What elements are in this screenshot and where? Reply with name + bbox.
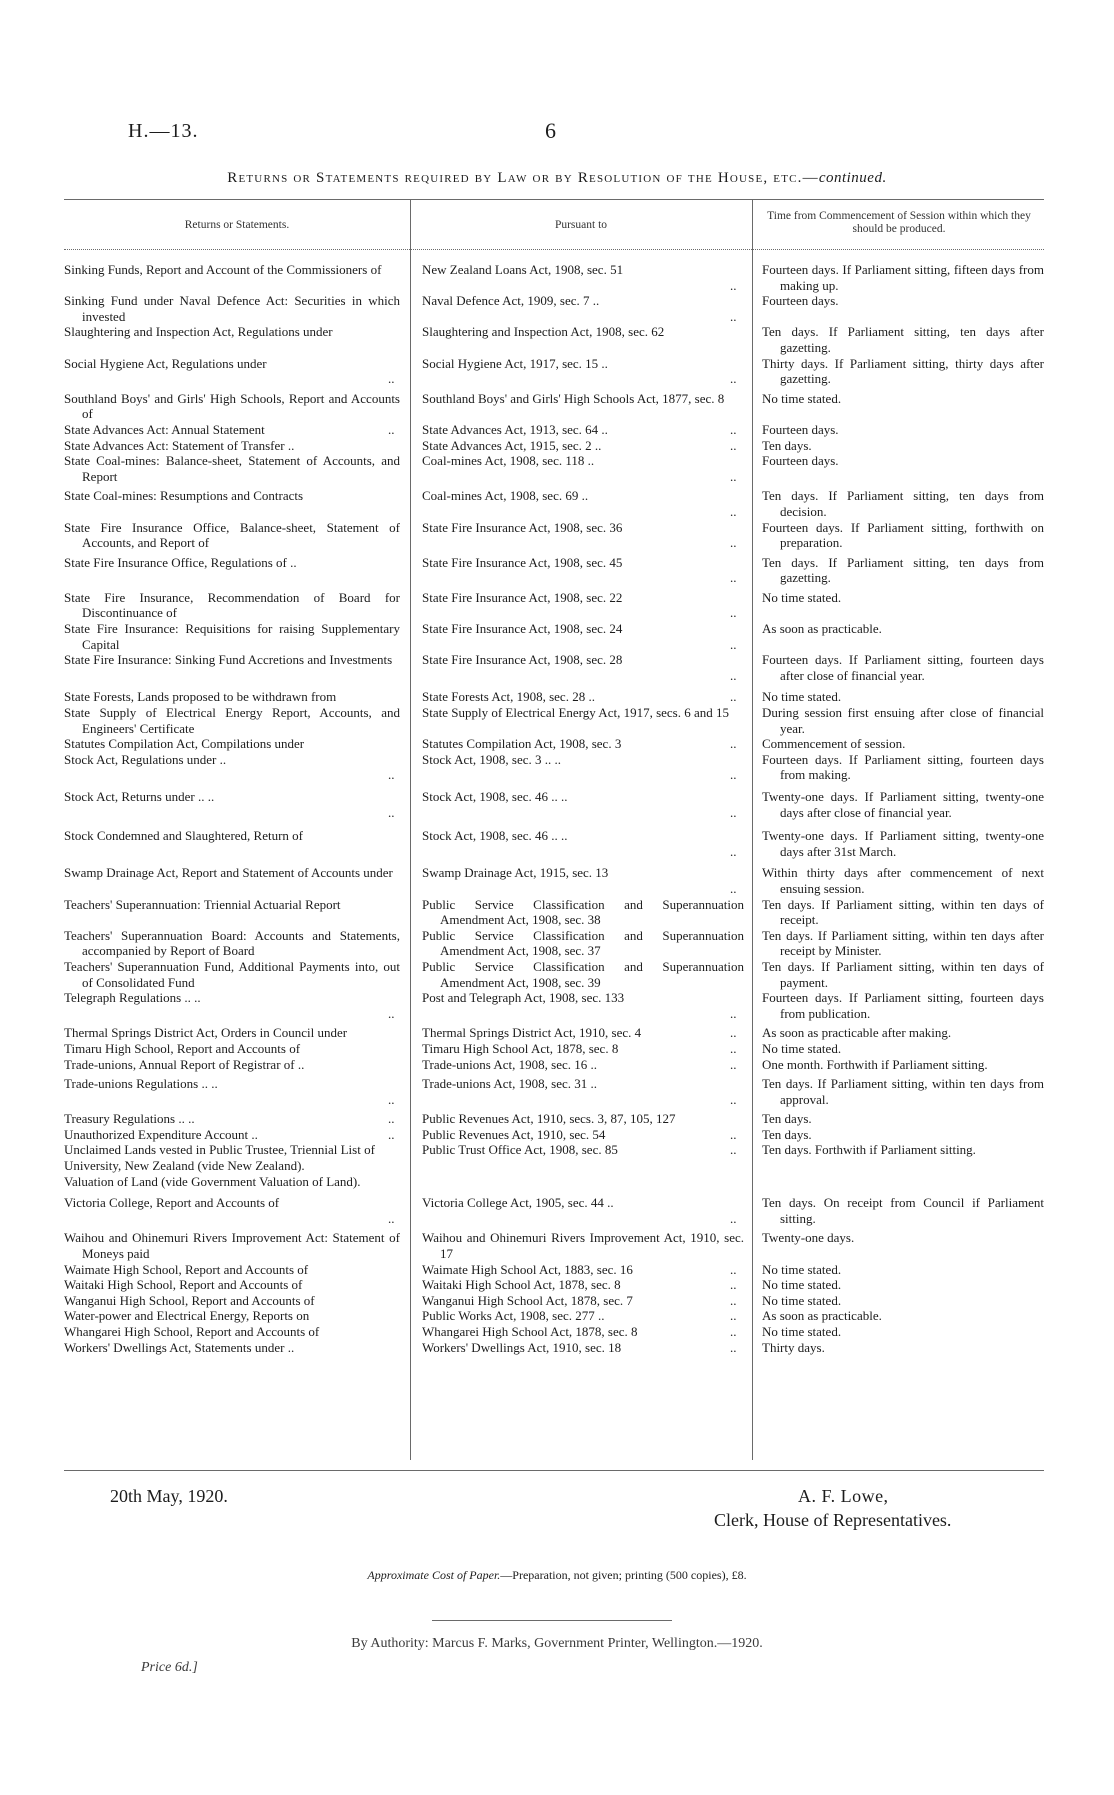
page-title-text: Returns or Statements required by Law or by Resolution of the House, etc.— bbox=[227, 170, 819, 186]
pursuant-to-cell: Slaughtering and Inspection Act, 1908, sec. 62 bbox=[422, 324, 665, 340]
return-name-cell: State Fire Insurance, Recommendation of Board for Discontinuance of bbox=[64, 589, 400, 621]
return-name-cell: Valuation of Land (vide Government Valuation of Land). bbox=[64, 1173, 361, 1189]
table-top-rule bbox=[64, 199, 1044, 200]
return-name-cell: Trade-unions Regulations .. .. .. bbox=[64, 1076, 395, 1107]
column-header-returns: Returns or Statements. bbox=[184, 219, 290, 231]
pursuant-to-cell: Swamp Drainage Act, 1915, sec. 13 .. bbox=[422, 865, 737, 896]
pursuant-to-cell: Workers' Dwellings Act, 1910, sec. 18 .. bbox=[422, 1339, 737, 1355]
table-row bbox=[64, 1041, 1044, 1057]
pursuant-to-cell: Thermal Springs District Act, 1910, sec. 4 .. bbox=[422, 1025, 737, 1041]
return-name-cell: Sinking Funds, Report and Account of the Commissioners of bbox=[64, 262, 382, 277]
page-title-continued: continued. bbox=[818, 170, 887, 186]
table-row bbox=[64, 959, 1044, 990]
table-row bbox=[64, 324, 1044, 355]
table-row bbox=[64, 828, 1044, 859]
pursuant-to-cell: State Fire Insurance Act, 1908, sec. 22 .. bbox=[422, 589, 737, 621]
return-name-cell: State Fire Insurance Office, Regulations of .. bbox=[64, 554, 297, 570]
time-cell: As soon as practicable after making. bbox=[762, 1025, 952, 1041]
return-name-cell: Southland Boys' and Girls' High Schools, Report and Accounts of bbox=[64, 390, 400, 422]
return-name-cell: Water-power and Electrical Energy, Reports on bbox=[64, 1308, 310, 1324]
return-name-cell: Workers' Dwellings Act, Statements under .. bbox=[64, 1339, 295, 1355]
table-row bbox=[64, 1277, 1044, 1293]
table-row bbox=[64, 1195, 1044, 1226]
pursuant-to-cell: State Fire Insurance Act, 1908, sec. 24 .. bbox=[422, 621, 737, 652]
pursuant-to-cell: Waitaki High School Act, 1878, sec. 8 .. bbox=[422, 1277, 737, 1293]
cost-note bbox=[0, 1568, 1114, 1583]
return-name-cell: Social Hygiene Act, Regulations under .. bbox=[64, 355, 395, 387]
time-cell: Commencement of session. bbox=[762, 736, 906, 752]
time-cell bbox=[752, 1174, 1044, 1190]
return-name-cell: State Coal-mines: Resumptions and Contracts bbox=[64, 488, 304, 504]
pursuant-to-cell: Public Service Classification and Superannuation Amendment Act, 1908, sec. 38 bbox=[422, 896, 744, 928]
pursuant-to-cell: State Fire Insurance Act, 1908, sec. 45 .. bbox=[422, 554, 737, 586]
time-cell: No time stated. bbox=[762, 1292, 842, 1308]
time-cell: No time stated. bbox=[762, 1277, 842, 1293]
table-row bbox=[64, 1262, 1044, 1278]
table-row bbox=[64, 1293, 1044, 1309]
time-cell: Ten days. If Parliament sitting, ten days from decision. bbox=[762, 488, 1044, 519]
table-row bbox=[64, 1230, 1044, 1261]
pursuant-to-cell: Public Works Act, 1908, sec. 277 .. .. bbox=[422, 1308, 737, 1324]
time-cell: One month. Forthwith if Parliament sitting. bbox=[762, 1056, 988, 1072]
return-name-cell: State Coal-mines: Balance-sheet, Statement of Accounts, and Report bbox=[64, 453, 400, 484]
time-cell: Twenty-one days. If Parliament sitting, twenty-one days after close of financial year. bbox=[762, 789, 1044, 820]
time-cell: No time stated. bbox=[762, 1261, 842, 1277]
table-row bbox=[64, 789, 1044, 820]
cost-text: —Preparation, not given; printing (500 copies), £8. bbox=[500, 1568, 747, 1582]
pursuant-to-cell: State Fire Insurance Act, 1908, sec. 36 .. bbox=[422, 519, 737, 551]
pursuant-to-cell: State Fire Insurance Act, 1908, sec. 28 .. bbox=[422, 652, 737, 683]
pursuant-to-cell: Stock Act, 1908, sec. 46 .. .. .. bbox=[422, 789, 737, 820]
table-row bbox=[64, 293, 1044, 324]
time-cell: Fourteen days. If Parliament sitting, fourteen days from making. bbox=[762, 751, 1044, 783]
table-row bbox=[64, 1340, 1044, 1356]
return-name-cell: Trade-unions, Annual Report of Registrar of .. bbox=[64, 1056, 305, 1072]
pursuant-to-cell: Coal-mines Act, 1908, sec. 118 .. .. bbox=[422, 453, 737, 484]
time-cell: Fourteen days. bbox=[762, 293, 839, 309]
pursuant-to-cell: Post and Telegraph Act, 1908, sec. 133 .. bbox=[422, 990, 737, 1021]
pursuant-to-cell: Public Revenues Act, 1910, secs. 3, 87, 105, 127 bbox=[422, 1111, 676, 1127]
table-row bbox=[64, 422, 1044, 438]
table-bottom-rule bbox=[64, 1470, 1044, 1471]
printer-imprint: By Authority: Marcus F. Marks, Government Printer, Wellington.—1920. bbox=[351, 1636, 763, 1651]
time-cell: Ten days. If Parliament sitting, within ten days of receipt. bbox=[762, 896, 1044, 928]
cost-label: Approximate Cost of Paper. bbox=[367, 1568, 501, 1582]
return-name-cell: Stock Act, Returns under .. .. .. bbox=[64, 789, 395, 820]
time-cell: Twenty-one days. If Parliament sitting, twenty-one days after 31st March. bbox=[762, 828, 1044, 859]
time-cell: Ten days. On receipt from Council if Parliament sitting. bbox=[762, 1195, 1044, 1226]
time-cell: Ten days. If Parliament sitting, ten days from gazetting. bbox=[762, 554, 1044, 586]
table-row bbox=[64, 262, 1044, 293]
time-cell: Ten days. Forthwith if Parliament sitting. bbox=[762, 1142, 976, 1158]
time-cell: During session first ensuing after close of financial year. bbox=[762, 705, 1044, 736]
table-row bbox=[64, 990, 1044, 1021]
pursuant-to-cell: Southland Boys' and Girls' High Schools Act, 1877, sec. 8 bbox=[422, 390, 725, 406]
pursuant-to-cell: Coal-mines Act, 1908, sec. 69 .. .. bbox=[422, 488, 737, 519]
return-name-cell: State Fire Insurance Office, Balance-sheet, Statement of Accounts, and Report of bbox=[64, 519, 400, 551]
table-row bbox=[64, 356, 1044, 387]
time-cell: Ten days. bbox=[762, 1111, 812, 1127]
table-row bbox=[64, 1308, 1044, 1324]
pursuant-to-cell: Wanganui High School Act, 1878, sec. 7 .. bbox=[422, 1292, 737, 1308]
table-row bbox=[64, 555, 1044, 586]
time-cell: Fourteen days. bbox=[762, 421, 839, 437]
table-row bbox=[64, 689, 1044, 705]
table-row bbox=[64, 736, 1044, 752]
time-cell bbox=[752, 1158, 1044, 1174]
pursuant-to-cell: Stock Act, 1908, sec. 3 .. .. .. bbox=[422, 751, 737, 783]
return-name-cell: Whangarei High School, Report and Accounts of bbox=[64, 1324, 320, 1339]
table-row bbox=[64, 621, 1044, 652]
pursuant-to-cell: Stock Act, 1908, sec. 46 .. .. .. bbox=[422, 828, 737, 859]
time-cell: Ten days. bbox=[762, 437, 812, 453]
imprint-rule bbox=[432, 1620, 672, 1621]
signature-date: 20th May, 1920. bbox=[110, 1486, 228, 1506]
return-name-cell: Stock Condemned and Slaughtered, Return of bbox=[64, 828, 304, 844]
table-row bbox=[64, 652, 1044, 683]
pursuant-to-cell: Statutes Compilation Act, 1908, sec. 3 .. bbox=[422, 736, 737, 752]
return-name-cell: Telegraph Regulations .. .. .. bbox=[64, 990, 395, 1021]
table-row bbox=[64, 1025, 1044, 1041]
time-cell: Thirty days. bbox=[762, 1339, 825, 1355]
time-cell: Fourteen days. If Parliament sitting, fourteen days from publication. bbox=[762, 990, 1044, 1021]
pursuant-to-cell: Public Revenues Act, 1910, sec. 54 .. bbox=[422, 1126, 737, 1142]
document-id: H.—13. bbox=[128, 120, 199, 142]
table-row bbox=[64, 520, 1044, 551]
pursuant-to-cell: Social Hygiene Act, 1917, sec. 15 .. .. bbox=[422, 355, 737, 387]
return-name-cell: Teachers' Superannuation Board: Accounts and Statements, accompanied by Report of Board bbox=[64, 927, 400, 959]
page-number: 6 bbox=[545, 118, 556, 143]
returns-table bbox=[64, 262, 1044, 1355]
signatory-name: A. F. Lowe, bbox=[798, 1486, 889, 1506]
time-cell: Ten days. If Parliament sitting, within ten days of payment. bbox=[762, 958, 1044, 990]
return-name-cell: State Advances Act: Annual Statement .. bbox=[64, 421, 395, 437]
time-cell: Ten days. If Parliament sitting, ten days after gazetting. bbox=[762, 324, 1044, 355]
pursuant-to-cell: Public Service Classification and Superannuation Amendment Act, 1908, sec. 37 bbox=[422, 927, 744, 959]
time-cell: No time stated. bbox=[762, 1040, 842, 1056]
pursuant-to-cell bbox=[410, 1158, 752, 1174]
time-cell: No time stated. bbox=[762, 689, 842, 705]
table-row bbox=[64, 1324, 1044, 1340]
return-name-cell: Treasury Regulations .. .. .. bbox=[64, 1111, 395, 1127]
pursuant-to-cell: Public Trust Office Act, 1908, sec. 85 .. bbox=[422, 1142, 737, 1158]
table-row bbox=[64, 705, 1044, 736]
pursuant-to-cell bbox=[410, 1174, 752, 1190]
table-row bbox=[64, 1142, 1044, 1158]
time-cell: Fourteen days. bbox=[762, 453, 839, 469]
time-cell: No time stated. bbox=[762, 589, 842, 605]
table-row bbox=[64, 488, 1044, 519]
time-cell: Ten days. If Parliament sitting, within ten days from approval. bbox=[762, 1076, 1044, 1107]
page-title bbox=[0, 170, 1114, 187]
return-name-cell: State Forests, Lands proposed to be withdrawn from bbox=[64, 689, 337, 705]
return-name-cell: Timaru High School, Report and Accounts of bbox=[64, 1040, 301, 1056]
time-cell: As soon as practicable. bbox=[762, 621, 882, 637]
table-row bbox=[64, 1111, 1044, 1127]
time-cell: Ten days. If Parliament sitting, within ten days after receipt by Minister. bbox=[762, 927, 1044, 959]
return-name-cell: Stock Act, Regulations under .. .. bbox=[64, 751, 395, 783]
return-name-cell: Victoria College, Report and Accounts of .. bbox=[64, 1195, 395, 1226]
table-row bbox=[64, 453, 1044, 484]
table-row bbox=[64, 897, 1044, 928]
pursuant-to-cell: New Zealand Loans Act, 1908, sec. 51 .. bbox=[422, 262, 737, 293]
table-row bbox=[64, 865, 1044, 896]
header-bottom-rule bbox=[64, 249, 1044, 250]
return-name-cell: State Fire Insurance: Requisitions for raising Supplementary Capital bbox=[64, 621, 400, 652]
time-cell: No time stated. bbox=[762, 1324, 842, 1339]
column-header-time: Time from Commencement of Session within which they should be produced. bbox=[767, 210, 1031, 235]
return-name-cell: State Fire Insurance: Sinking Fund Accretions and Investments bbox=[64, 652, 393, 668]
pursuant-to-cell: State Supply of Electrical Energy Act, 1917, secs. 6 and 15 bbox=[422, 705, 729, 721]
time-cell: Fourteen days. If Parliament sitting, fourteen days after close of financial year. bbox=[762, 652, 1044, 683]
return-name-cell: Statutes Compilation Act, Compilations under bbox=[64, 736, 305, 752]
pursuant-to-cell: Whangarei High School Act, 1878, sec. 8 .. bbox=[422, 1324, 737, 1339]
pursuant-to-cell: Trade-unions Act, 1908, sec. 31 .. .. bbox=[422, 1076, 737, 1107]
return-name-cell: Wanganui High School, Report and Accounts of bbox=[64, 1292, 315, 1308]
pursuant-to-cell: Waihou and Ohinemuri Rivers Improvement Act, 1910, sec. 17 bbox=[422, 1230, 744, 1262]
time-cell: Fourteen days. If Parliament sitting, fifteen days from making up. bbox=[762, 262, 1044, 293]
table-row bbox=[64, 590, 1044, 621]
return-name-cell: Teachers' Superannuation: Triennial Actuarial Report bbox=[64, 896, 341, 912]
time-cell: Ten days. bbox=[762, 1126, 812, 1142]
return-name-cell: Waimate High School, Report and Accounts of bbox=[64, 1261, 309, 1277]
time-cell: Thirty days. If Parliament sitting, thirty days after gazetting. bbox=[762, 355, 1044, 387]
pursuant-to-cell: Timaru High School Act, 1878, sec. 8 .. bbox=[422, 1040, 737, 1056]
return-name-cell: Thermal Springs District Act, Orders in Council under bbox=[64, 1025, 348, 1041]
return-name-cell: State Supply of Electrical Energy Report, Accounts, and Engineers' Certificate bbox=[64, 705, 400, 736]
table-row bbox=[64, 1158, 1044, 1174]
time-cell: Within thirty days after commencement of next ensuing session. bbox=[762, 865, 1044, 896]
pursuant-to-cell: State Advances Act, 1915, sec. 2 .. .. bbox=[422, 437, 737, 453]
table-row bbox=[64, 1174, 1044, 1190]
table-row bbox=[64, 1057, 1044, 1073]
pursuant-to-cell: Victoria College Act, 1905, sec. 44 .. .. bbox=[422, 1195, 737, 1226]
pursuant-to-cell: Waimate High School Act, 1883, sec. 16 .. bbox=[422, 1261, 737, 1277]
return-name-cell: University, New Zealand (vide New Zealand). bbox=[64, 1158, 305, 1174]
return-name-cell: Waihou and Ohinemuri Rivers Improvement Act: Statement of Moneys paid bbox=[64, 1230, 400, 1262]
pursuant-to-cell: Naval Defence Act, 1909, sec. 7 .. .. bbox=[422, 293, 737, 324]
time-cell: Fourteen days. If Parliament sitting, forthwith on preparation. bbox=[762, 519, 1044, 551]
table-row bbox=[64, 928, 1044, 959]
table-row bbox=[64, 752, 1044, 783]
return-name-cell: Waitaki High School, Report and Accounts of bbox=[64, 1277, 303, 1293]
column-header-pursuant: Pursuant to bbox=[554, 219, 608, 231]
return-name-cell: Swamp Drainage Act, Report and Statement of Accounts under bbox=[64, 865, 393, 881]
return-name-cell: Slaughtering and Inspection Act, Regulations under bbox=[64, 324, 333, 340]
signatory-title: Clerk, House of Representatives. bbox=[714, 1510, 952, 1530]
table-row bbox=[64, 391, 1044, 422]
pursuant-to-cell: Trade-unions Act, 1908, sec. 16 .. .. bbox=[422, 1056, 737, 1072]
table-row bbox=[64, 438, 1044, 454]
table-row bbox=[64, 1076, 1044, 1107]
return-name-cell: Unauthorized Expenditure Account .. .. bbox=[64, 1126, 395, 1142]
return-name-cell: State Advances Act: Statement of Transfer .. bbox=[64, 437, 295, 453]
pursuant-to-cell: Public Service Classification and Superannuation Amendment Act, 1908, sec. 39 bbox=[422, 958, 744, 990]
pursuant-to-cell: State Advances Act, 1913, sec. 64 .. .. bbox=[422, 421, 737, 437]
return-name-cell: Sinking Fund under Naval Defence Act: Securities in which invested bbox=[64, 293, 400, 324]
return-name-cell: Unclaimed Lands vested in Public Trustee, Triennial List of bbox=[64, 1142, 375, 1158]
time-cell: Twenty-one days. bbox=[762, 1230, 855, 1246]
return-name-cell: Teachers' Superannuation Fund, Additional Payments into, out of Consolidated Fund bbox=[64, 958, 400, 990]
time-cell: No time stated. bbox=[762, 390, 842, 406]
table-row bbox=[64, 1127, 1044, 1143]
time-cell: As soon as practicable. bbox=[762, 1308, 882, 1324]
pursuant-to-cell: State Forests Act, 1908, sec. 28 .. .. bbox=[422, 689, 737, 705]
price: Price 6d.] bbox=[141, 1660, 198, 1675]
